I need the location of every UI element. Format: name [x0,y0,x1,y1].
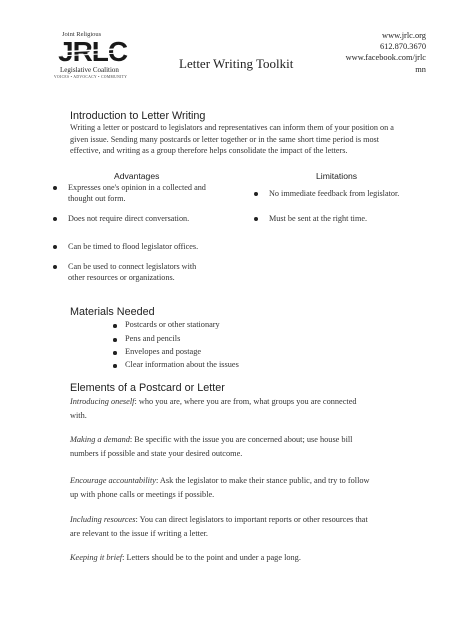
advantages-heading: Advantages [114,171,160,181]
intro-line: effective, and writing as a group therefore helps consolidate the impact of the letters. [70,146,348,156]
bullet-icon [53,186,57,190]
contact-info [346,30,426,75]
element-text: up with phone calls or meetings if possible. [70,490,215,500]
element-text: : Letters should be to the point and under a page long. [122,553,301,562]
limitation-text: Must be sent at the right time. [269,214,368,223]
bullet-icon [113,338,117,342]
element-text: with. [70,411,87,421]
element-term: Introducing oneself [70,397,135,406]
material-item [113,360,239,369]
advantage-text: other resources or organizations. [68,273,175,283]
material-item [113,334,180,343]
bullet-icon [254,217,258,221]
bullet-icon [53,245,57,249]
material-item [113,347,201,356]
bullet-icon [254,192,258,196]
website-link[interactable]: www.jrlc.org [382,31,426,40]
materials-heading: Materials Needed [70,306,155,318]
bullet-icon [113,351,117,355]
element-item [70,433,412,461]
element-term: Including resources [70,515,136,524]
jrlc-logo [52,31,148,81]
advantage-item [53,241,243,252]
element-term: Making a demand [70,435,130,444]
material-text: Postcards or other stationary [125,320,220,329]
facebook-link[interactable]: www.facebook.com/jrlc [345,53,426,63]
bullet-icon [113,364,117,368]
material-item [113,320,220,329]
advantage-item [53,182,243,204]
element-item [70,395,412,423]
limitation-item [254,188,434,199]
advantage-text: Expresses one's opinion in a collected and [68,183,206,192]
element-text: : who you are, where you are from, what groups you are connected [134,397,357,406]
element-text: : Ask the legislator to make their stance public, and try to follow [155,476,370,485]
element-text: : Be specific with the issue you are concerned about; use house bill [129,435,353,444]
element-item [70,513,412,541]
advantage-text: Does not require direct conversation. [68,214,190,223]
element-text: are relevant to the issue if writing a letter. [70,529,209,539]
logo-line-3: VOICES • ADVOCACY • COMMUNITY [54,75,128,79]
logo-line-2: Legislative Coalition [60,66,119,74]
limitation-item [254,213,434,224]
material-text: Pens and pencils [125,334,181,343]
advantage-text: thought out form. [68,194,126,204]
logo-mark-text: JRLC [58,36,128,64]
limitations-heading: Limitations [316,171,358,181]
element-term: Encourage accountability [70,476,156,485]
element-term: Keeping it brief [70,553,123,562]
advantage-text: Can be used to connect legislators with [68,262,197,271]
intro-paragraph [70,122,430,157]
logo-mark [57,36,141,64]
intro-line: given issue. Sending many postcards or letter together or in the same short time period is most [70,134,380,144]
advantage-item [53,261,243,283]
element-item [70,551,412,565]
element-item [70,474,412,502]
bullet-icon [53,265,57,269]
material-text: Clear information about the issues [125,360,239,369]
document-title: Letter Writing Toolkit [179,56,294,71]
elements-heading: Elements of a Postcard or Letter [70,382,225,394]
facebook-link-continued: mn [415,64,426,74]
element-text: numbers if possible and state your desired outcome. [70,449,243,459]
bullet-icon [53,217,57,221]
element-text: : You can direct legislators to important reports or other resources that [135,515,368,524]
advantage-item [53,213,243,224]
limitation-text: No immediate feedback from legislator. [269,189,400,198]
intro-line: Writing a letter or postcard to legislators and representatives can inform them of your position on a [70,123,394,132]
advantage-text: Can be timed to flood legislator offices. [68,242,199,251]
logo-line-1: Joint Religious [62,31,102,38]
bullet-icon [113,324,117,328]
phone-number: 612.870.3670 [379,42,426,52]
intro-heading: Introduction to Letter Writing [70,110,206,122]
material-text: Envelopes and postage [125,347,202,356]
